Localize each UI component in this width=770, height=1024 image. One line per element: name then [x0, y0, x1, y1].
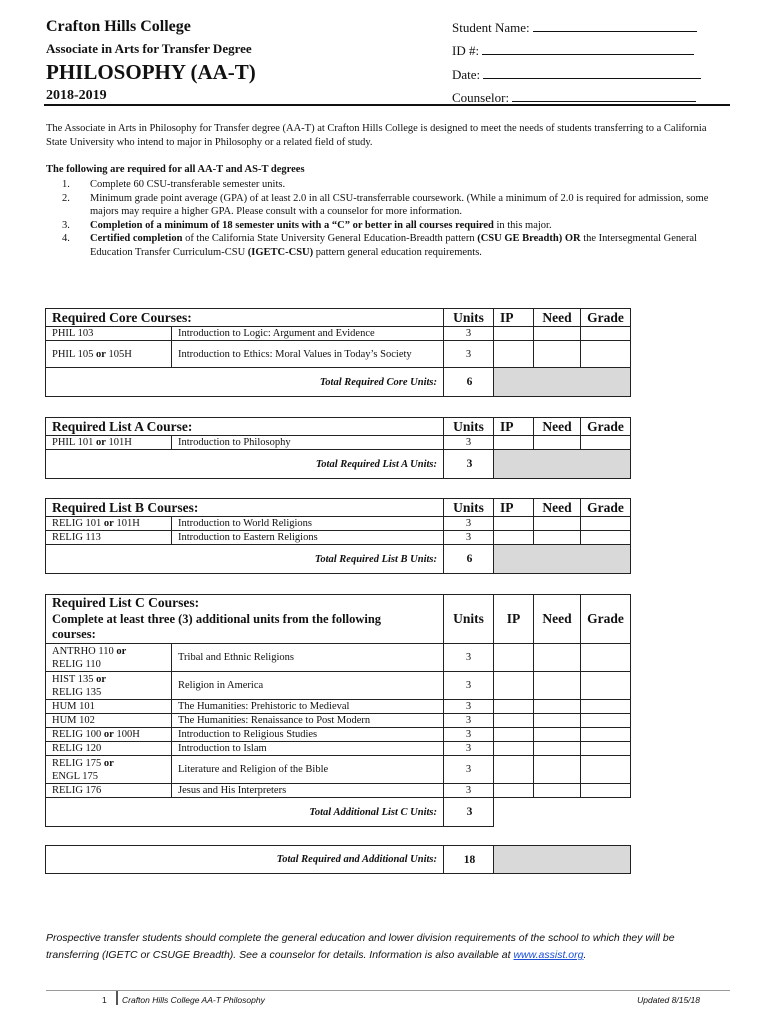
table-row: RELIG 100 or 100H Introduction to Religious Studies 3 [46, 728, 631, 742]
assist-link[interactable]: www.assist.org [513, 949, 584, 961]
units-header: Units [444, 309, 494, 327]
ip-cell[interactable] [494, 327, 534, 341]
table-row: PHIL 105 or 105H Introduction to Ethics: Moral Values in Today’s Society 3 [46, 341, 631, 368]
page-footer [46, 990, 730, 1005]
need-header: Need [534, 499, 581, 517]
need-header: Need [534, 309, 581, 327]
total-value: 6 [444, 368, 494, 397]
core-courses-table [45, 308, 631, 397]
table-row: RELIG 101 or 101H Introduction to World Religions 3 [46, 517, 631, 531]
catalog-year: 2018-2019 [46, 88, 107, 103]
ip-header: IP [494, 595, 534, 644]
table-row: HUM 102 The Humanities: Renaissance to Post Modern 3 [46, 714, 631, 728]
grade-cell[interactable] [581, 531, 631, 545]
list-item: 1. Complete 60 CSU-transferable semester units. [62, 179, 286, 190]
requirements-heading: The following are required for all AA-T and AS-T degrees [46, 164, 305, 175]
need-header: Need [534, 595, 581, 644]
id-label: ID #: [452, 43, 480, 58]
grade-cell[interactable] [581, 644, 631, 672]
counselor-line[interactable] [512, 90, 696, 102]
grade-cell[interactable] [581, 341, 631, 368]
grade-cell[interactable] [581, 436, 631, 450]
grade-cell[interactable] [581, 742, 631, 756]
degree-type: Associate in Arts for Transfer Degree [46, 41, 252, 56]
requirements-list [62, 178, 730, 260]
total-label: Total Required Core Units: [46, 368, 444, 397]
grade-cell[interactable] [581, 784, 631, 798]
ip-cell[interactable] [494, 644, 534, 672]
ip-cell[interactable] [494, 784, 534, 798]
need-cell[interactable] [534, 700, 581, 714]
total-label: Total Required List A Units: [46, 450, 444, 479]
list-c-table [45, 594, 631, 827]
table-row: RELIG 120 Introduction to Islam 3 [46, 742, 631, 756]
ip-header: IP [494, 309, 534, 327]
id-field[interactable] [452, 43, 694, 59]
table-row: HIST 135 or RELIG 135 Religion in America 3 [46, 672, 631, 700]
units-header: Units [444, 418, 494, 436]
section-title: Required Core Courses: [46, 309, 444, 327]
need-cell[interactable] [534, 327, 581, 341]
grade-header: Grade [581, 499, 631, 517]
grade-cell[interactable] [581, 517, 631, 531]
ip-cell[interactable] [494, 517, 534, 531]
college-name: Crafton Hills College [46, 18, 191, 35]
page-number: 1 [102, 995, 107, 1005]
shaded-cell [494, 545, 631, 574]
ip-cell[interactable] [494, 436, 534, 450]
list-a-table [45, 417, 631, 479]
footer-updated: Updated 8/15/18 [637, 995, 700, 1005]
counselor-label: Counselor: [452, 90, 510, 105]
need-cell[interactable] [534, 531, 581, 545]
grade-header: Grade [581, 595, 631, 644]
table-row: RELIG 176 Jesus and His Interpreters 3 [46, 784, 631, 798]
grade-header: Grade [581, 418, 631, 436]
grade-header: Grade [581, 309, 631, 327]
date-field[interactable] [452, 67, 701, 83]
ip-header: IP [494, 499, 534, 517]
total-label: Total Additional List C Units: [46, 798, 444, 827]
grade-cell[interactable] [581, 327, 631, 341]
units-header: Units [444, 499, 494, 517]
ip-cell[interactable] [494, 714, 534, 728]
closing-note: Prospective transfer students should complete the general education and lower division requirements of the school to which they will be transferring (IGETC or CSUGE Breadth). See a counselor for details. Information is also available at www.assist.org. [46, 932, 675, 961]
total-value: 3 [444, 798, 494, 827]
ip-cell[interactable] [494, 341, 534, 368]
grade-cell[interactable] [581, 756, 631, 784]
total-value: 6 [444, 545, 494, 574]
table-row: RELIG 175 or ENGL 175 Literature and Religion of the Bible 3 [46, 756, 631, 784]
need-header: Need [534, 418, 581, 436]
total-value: 3 [444, 450, 494, 479]
ip-cell[interactable] [494, 756, 534, 784]
need-cell[interactable] [534, 436, 581, 450]
need-cell[interactable] [534, 784, 581, 798]
list-item: 3. Completion of a minimum of 18 semester units with a “C” or better in all courses required in this major. [62, 219, 552, 231]
shaded-cell [494, 450, 631, 479]
list-item: 4. Certified completion of the California State University General Education-Breadth pattern (CSU GE Breadth) OR the Intersegmental General Education Transfer Curriculum-CSU (IGETC-CSU) pattern general education requirements. [62, 233, 697, 258]
grand-total-label: Total Required and Additional Units: [46, 846, 444, 874]
date-line[interactable] [483, 67, 701, 79]
ip-cell[interactable] [494, 672, 534, 700]
units-header: Units [444, 595, 494, 644]
need-cell[interactable] [534, 341, 581, 368]
need-cell[interactable] [534, 756, 581, 784]
section-title: Required List A Course: [46, 418, 444, 436]
shaded-cell [494, 846, 631, 874]
section-title: Required List C Courses: [46, 595, 444, 612]
section-subtitle: Complete at least three (3) additional units from the following courses: [46, 612, 444, 644]
student-name-field[interactable] [452, 20, 697, 36]
date-label: Date: [452, 67, 481, 82]
ip-cell[interactable] [494, 700, 534, 714]
grade-cell[interactable] [581, 700, 631, 714]
student-name-label: Student Name: [452, 20, 530, 35]
student-name-line[interactable] [533, 20, 697, 32]
id-line[interactable] [482, 43, 694, 55]
ip-cell[interactable] [494, 728, 534, 742]
grand-total-value: 18 [444, 846, 494, 874]
footer-title: Crafton Hills College AA-T Philosophy [122, 995, 265, 1005]
grade-cell[interactable] [581, 714, 631, 728]
table-row: PHIL 101 or 101H Introduction to Philosophy 3 [46, 436, 631, 450]
shaded-cell [494, 368, 631, 397]
total-label: Total Required List B Units: [46, 545, 444, 574]
header-rule [44, 104, 730, 106]
need-cell[interactable] [534, 644, 581, 672]
need-cell[interactable] [534, 672, 581, 700]
grade-cell[interactable] [581, 672, 631, 700]
intro-text: The Associate in Arts in Philosophy for Transfer degree (AA-T) at Crafton Hills College is designed to meet the needs of students transferring to a California State University who intend to major in Philosophy or a related field of study. [46, 123, 707, 148]
list-b-table [45, 498, 631, 574]
grand-total-table [45, 845, 631, 874]
table-row: HUM 101 The Humanities: Prehistoric to Medieval 3 [46, 700, 631, 714]
ip-cell[interactable] [494, 531, 534, 545]
table-row: RELIG 113 Introduction to Eastern Religions 3 [46, 531, 631, 545]
ip-cell[interactable] [494, 742, 534, 756]
program-title: PHILOSOPHY (AA-T) [46, 60, 256, 84]
grade-cell[interactable] [581, 728, 631, 742]
footer-divider [116, 991, 118, 1005]
need-cell[interactable] [534, 742, 581, 756]
table-row: PHIL 103 Introduction to Logic: Argument and Evidence 3 [46, 327, 631, 341]
ip-header: IP [494, 418, 534, 436]
table-row: ANTRHO 110 or RELIG 110 Tribal and Ethnic Religions 3 [46, 644, 631, 672]
need-cell[interactable] [534, 517, 581, 531]
need-cell[interactable] [534, 714, 581, 728]
need-cell[interactable] [534, 728, 581, 742]
section-title: Required List B Courses: [46, 499, 444, 517]
list-item: 2. Minimum grade point average (GPA) of at least 2.0 in all CSU-transferrable coursework. (While a minimum of 2.0 is required for admission, some majors may require a higher GPA. Please consult with a counselor for more information. [62, 192, 709, 218]
